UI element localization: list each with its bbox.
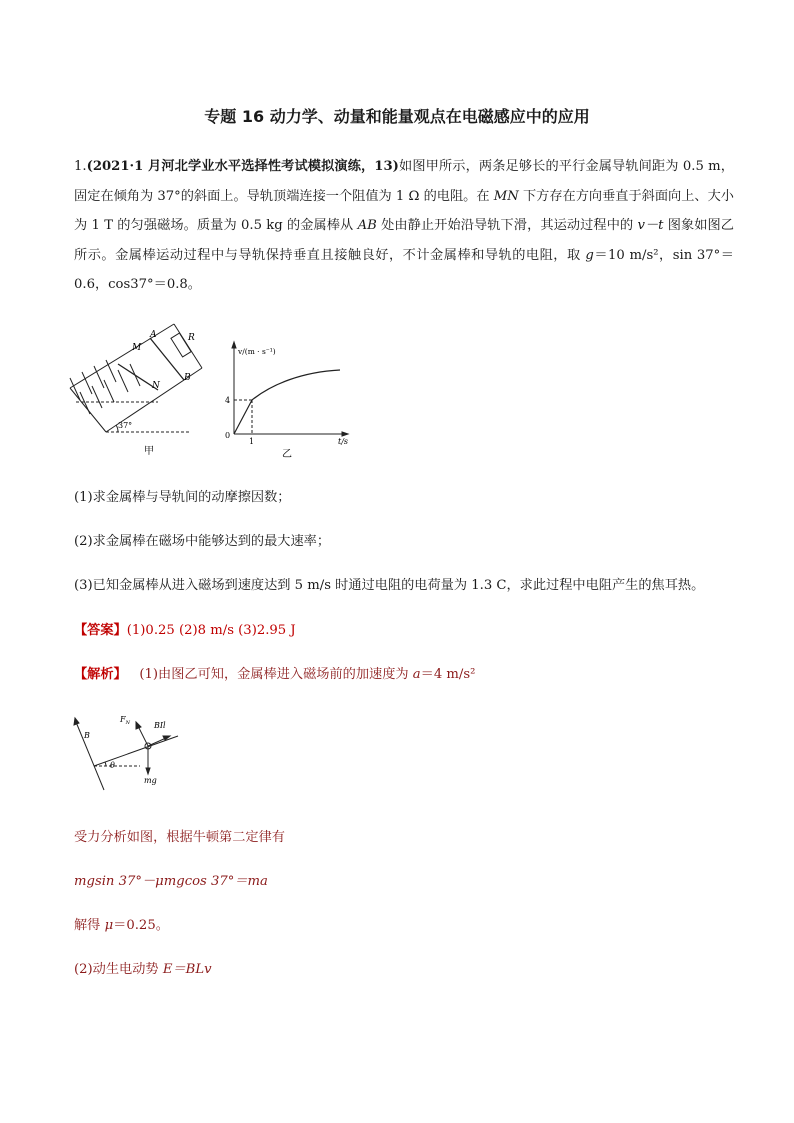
label-angle: 37° <box>118 421 133 430</box>
question-source: (2021·1 月河北学业水平选择性考试模拟演练，13) <box>86 159 399 174</box>
label-R: R <box>188 333 195 343</box>
analysis-label: 【解析】 <box>74 667 127 682</box>
answer-text: (1)0.25 (2)8 m/s (3)2.95 J <box>126 623 296 638</box>
subquestion-3: (3)已知金属棒从进入磁场到速度达到 5 m/s 时通过电阻的电荷量为 1.3 C，求此过程中电阻产生的焦耳热。 <box>74 578 705 593</box>
label-mg: mg <box>144 776 157 785</box>
solution-equation: mgsin 37°－μmgcos 37°＝ma <box>74 874 268 889</box>
figure-vt-graph <box>222 340 362 462</box>
figure-incline-rails <box>66 322 216 462</box>
solution-part2: (2)动生电动势 E＝BLv <box>74 962 212 977</box>
question-1-text: 1.(2021·1 月河北学业水平选择性考试模拟演练，13)如图甲所示，两条足够长的平行金属导轨间距为 0.5 m，固定在倾角为 37°的斜面上。导轨顶端连接一个阻值为 1 Ω 的电阻。在 MN 下方存在方向垂直于斜面向上、大小为 1 T 的匀强磁场。质量为 0.5 kg 的金属棒从 AB 处由静止开始沿导轨下滑，其运动过程中的 v－t 图象如图乙所示。金属棒运动过程中与导轨保持垂直且接触良好，不计金属棒和导轨的电阻，取 g＝10 m/s²，sin 37°＝0.6，cos37°＝0.8。 <box>74 159 734 292</box>
label-BIl: BIl <box>154 721 166 730</box>
y-tick-4: 4 <box>225 396 231 405</box>
origin-label: 0 <box>225 431 231 440</box>
subquestion-2: (2)求金属棒在磁场中能够达到的最大速率； <box>74 534 331 549</box>
question-number: 1. <box>74 159 87 174</box>
figure-force-diagram <box>70 708 200 798</box>
label-FN: $F_N$ <box>120 715 130 726</box>
analysis-line: 【解析】 (1)由图乙可知，金属棒进入磁场前的加速度为 a＝4 m/s² <box>74 667 476 682</box>
answer-label: 【答案】 <box>74 623 127 638</box>
caption-yi: 乙 <box>282 449 292 460</box>
label-B-field: B <box>84 731 90 740</box>
x-tick-1: 1 <box>249 437 255 446</box>
answer-line <box>74 619 296 638</box>
label-A: A <box>150 330 157 340</box>
label-M: M <box>132 343 142 353</box>
label-N: N <box>152 381 160 391</box>
axis-y-label: v/(m · s⁻¹) <box>238 347 276 356</box>
caption-jia: 甲 <box>144 446 154 457</box>
solution-result: 解得 μ＝0.25。 <box>74 918 169 933</box>
label-B: B <box>184 373 191 383</box>
subquestion-1: (1)求金属棒与导轨间的动摩擦因数； <box>74 490 291 505</box>
page-title: 专题 16 动力学、动量和能量观点在电磁感应中的应用 <box>204 107 590 126</box>
solution-line-1: 受力分析如图，根据牛顿第二定律有 <box>74 830 285 845</box>
axis-x-label: t/s <box>338 437 349 446</box>
label-theta: θ <box>110 761 115 770</box>
